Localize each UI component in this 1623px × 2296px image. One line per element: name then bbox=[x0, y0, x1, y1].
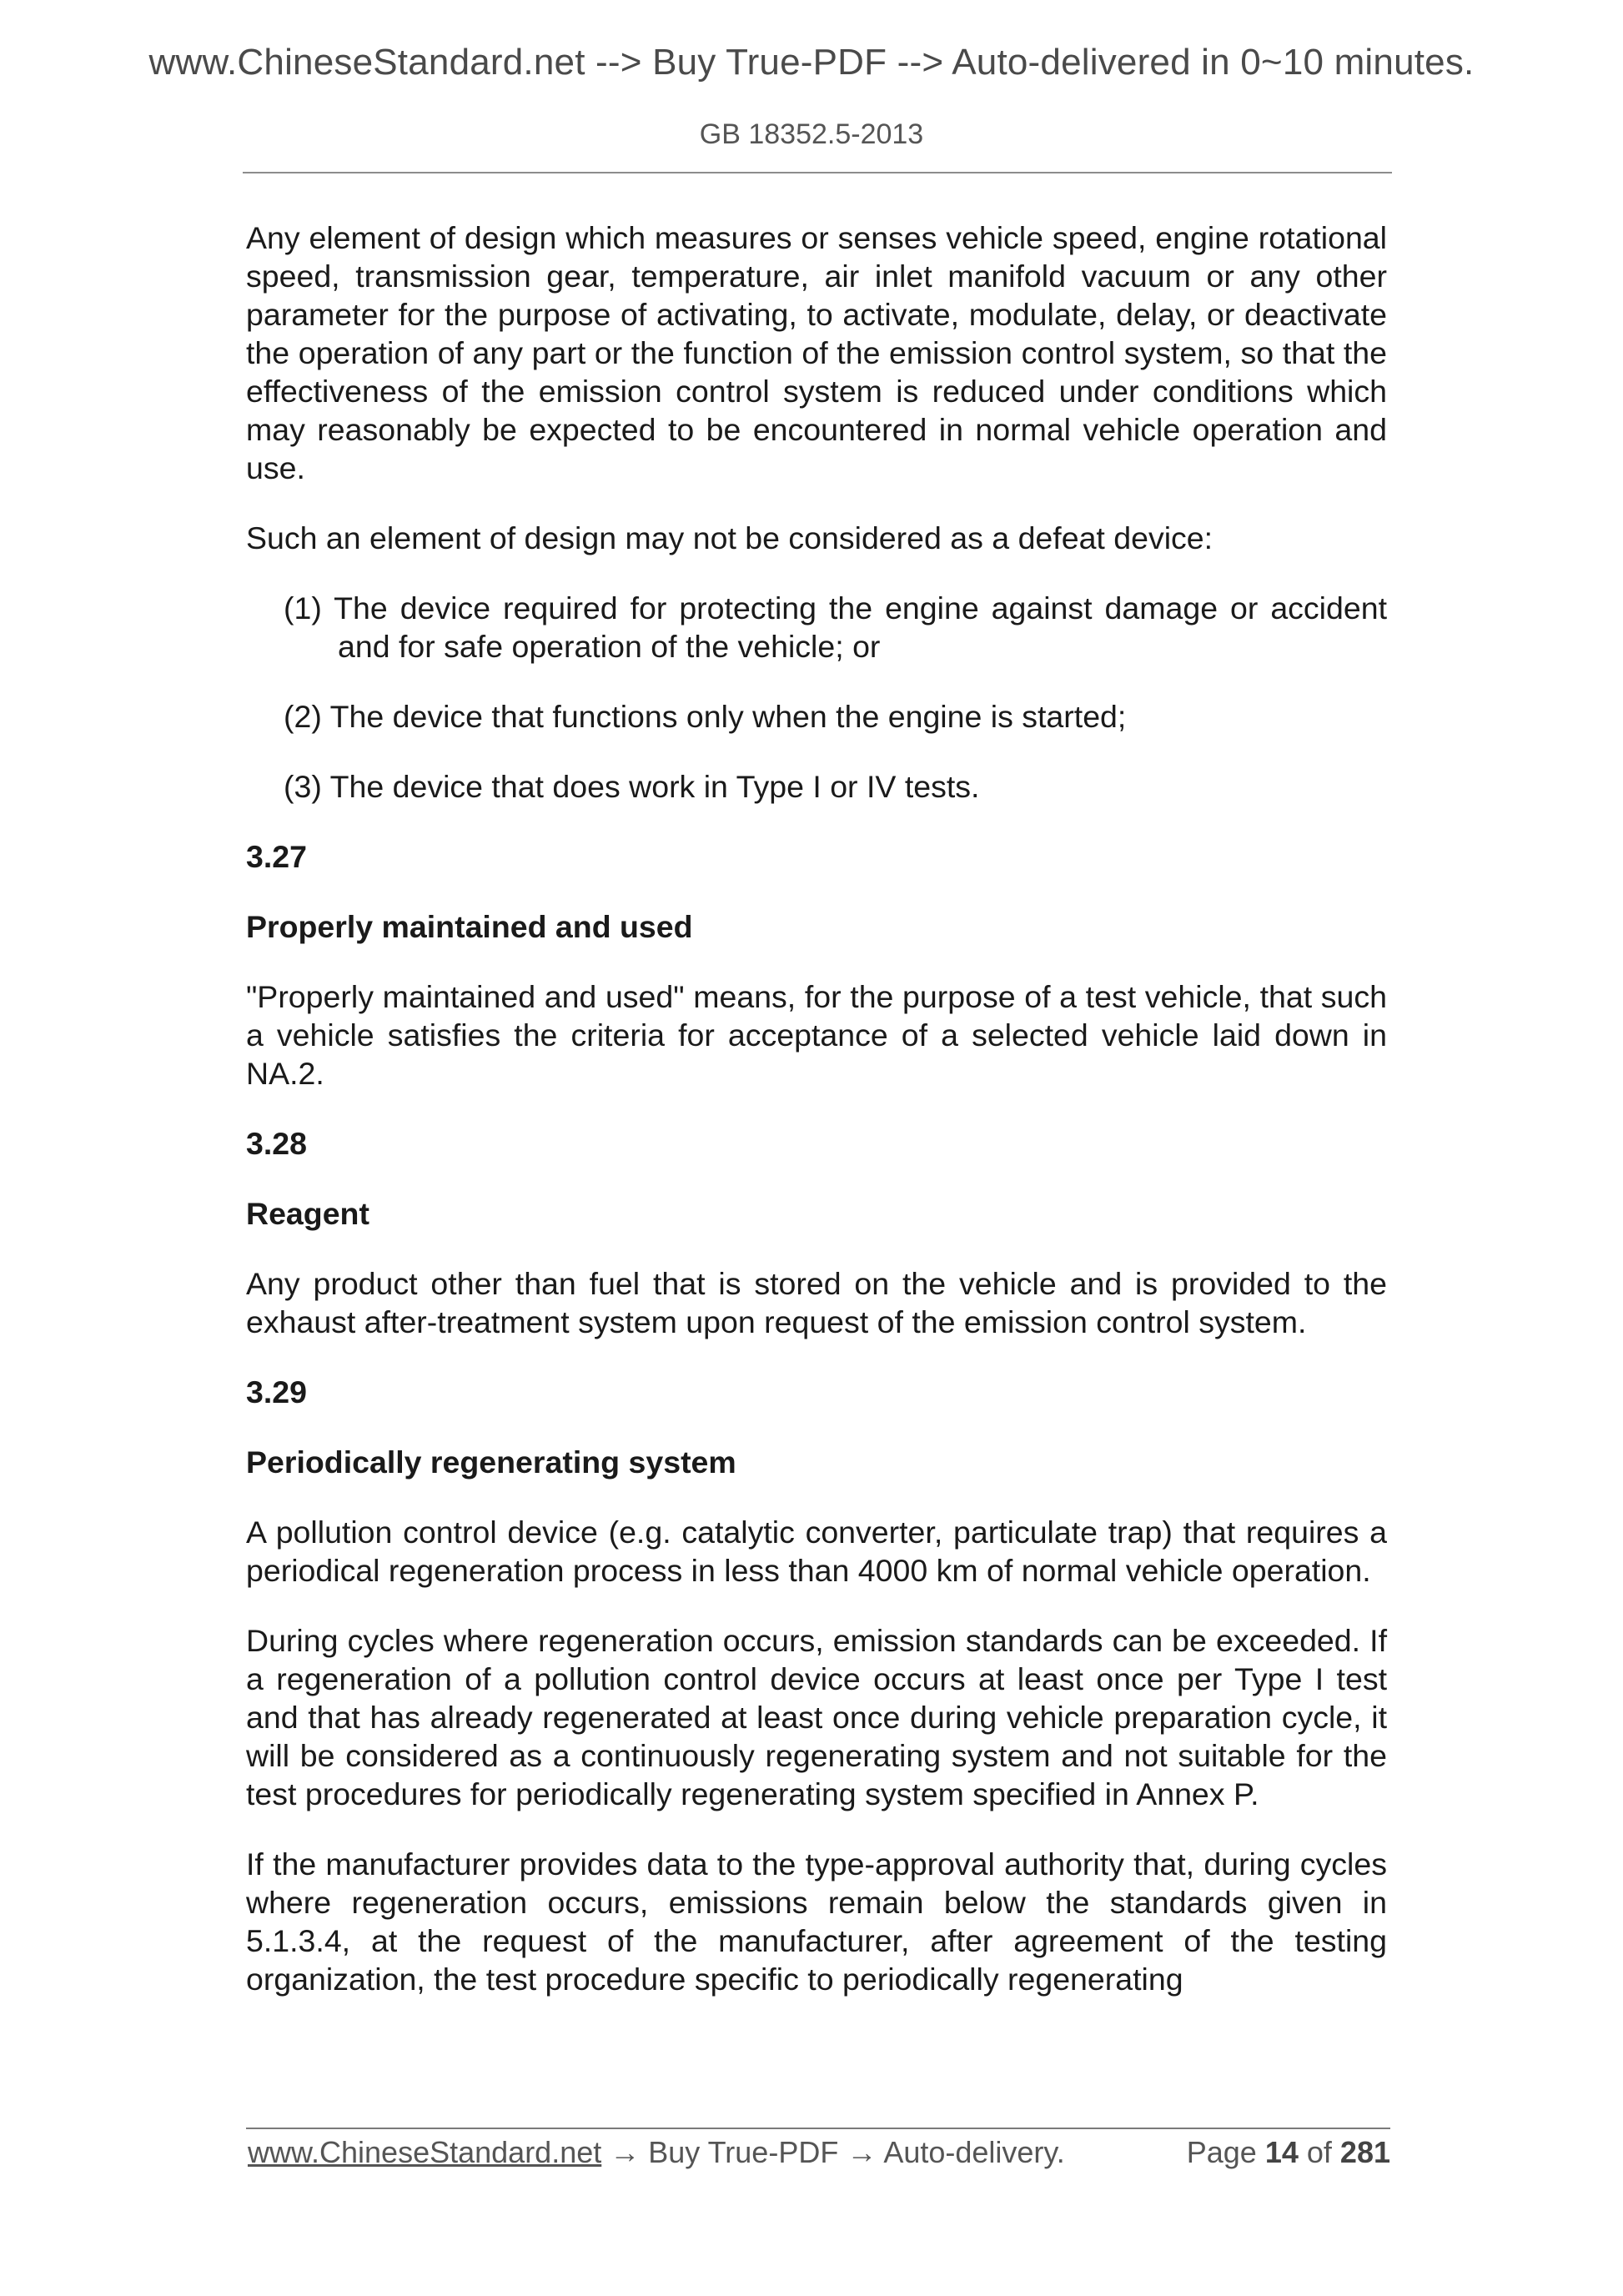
section-number-3-28: 3.28 bbox=[246, 1126, 307, 1161]
exception-item-1: (1) The device required for protecting the engine against damage or accident and for safe operation of the vehicle; or bbox=[284, 590, 1387, 664]
section-title-3-28: Reagent bbox=[246, 1196, 369, 1231]
section-text-3-27: "Properly maintained and used" means, for the purpose of a test vehicle, that such a vehicle satisfies the criteria for acceptance of a selected vehicle laid down in NA.2. bbox=[246, 979, 1387, 1091]
page-of-word: of bbox=[1306, 2135, 1332, 2169]
page-word: Page bbox=[1186, 2135, 1257, 2169]
footer-promo bbox=[248, 2135, 1065, 2170]
section-text-3-29-b: During cycles where regeneration occurs, emission standards can be exceeded. If a regeneration of a pollution control device occurs at least once per Type I test and that has already regenerated at least once during vehicle preparation cycle, it will be considered as a continuously regenerating system and not suitable for the test procedures for periodically regenerating system specified in Annex P. bbox=[246, 1623, 1387, 1811]
exception-item-3: (3) The device that does work in Type I or IV tests. bbox=[284, 769, 980, 804]
defeat-device-exceptions-intro: Such an element of design may not be considered as a defeat device: bbox=[246, 520, 1213, 555]
section-text-3-28: Any product other than fuel that is stored on the vehicle and is provided to the exhaust after-treatment system upon request of the emission control system. bbox=[246, 1266, 1387, 1339]
page-indicator bbox=[1187, 2135, 1390, 2170]
header-rule bbox=[243, 172, 1392, 173]
footer-site-link[interactable]: www.ChineseStandard.net bbox=[248, 2135, 602, 2169]
page-body bbox=[246, 219, 1387, 2030]
defeat-device-definition: Any element of design which measures or senses vehicle speed, engine rotational speed, transmission gear, temperature, air inlet manifold vacuum or any other parameter for the purpose of activating, to activate, modulate, delay, or deactivate the operation of any part or the function of the emission control system, so that the effectiveness of the emission control system is reduced under conditions which may reasonably be expected to be encountered in normal vehicle operation and use. bbox=[246, 220, 1387, 485]
section-text-3-29-c: If the manufacturer provides data to the type-approval authority that, during cycles where regeneration occurs, emissions remain below the standards given in 5.1.3.4, at the request of the manufacturer, after agreement of the testing organization, the test procedure specific to periodically regenerating bbox=[246, 1846, 1387, 1997]
section-number-3-29: 3.29 bbox=[246, 1374, 307, 1409]
section-title-3-29: Periodically regenerating system bbox=[246, 1444, 736, 1480]
exception-item-2: (2) The device that functions only when the engine is started; bbox=[284, 699, 1127, 734]
document-code: GB 18352.5-2013 bbox=[699, 118, 924, 150]
footer-rule bbox=[246, 2128, 1390, 2129]
page-footer bbox=[248, 2135, 1390, 2170]
section-title-3-27: Properly maintained and used bbox=[246, 909, 693, 944]
section-text-3-29-a: A pollution control device (e.g. catalytic converter, particulate trap) that requires a periodical regeneration process in less than 4000 km of normal vehicle operation. bbox=[246, 1515, 1387, 1588]
section-number-3-27: 3.27 bbox=[246, 839, 307, 874]
page-total: 281 bbox=[1339, 2135, 1390, 2169]
header-banner: www.ChineseStandard.net --> Buy True-PDF --> Auto-delivered in 0~10 minutes. bbox=[148, 42, 1475, 83]
page-current: 14 bbox=[1264, 2135, 1299, 2169]
footer-promo-text: → Buy True-PDF → Auto-delivery. bbox=[601, 2135, 1065, 2169]
